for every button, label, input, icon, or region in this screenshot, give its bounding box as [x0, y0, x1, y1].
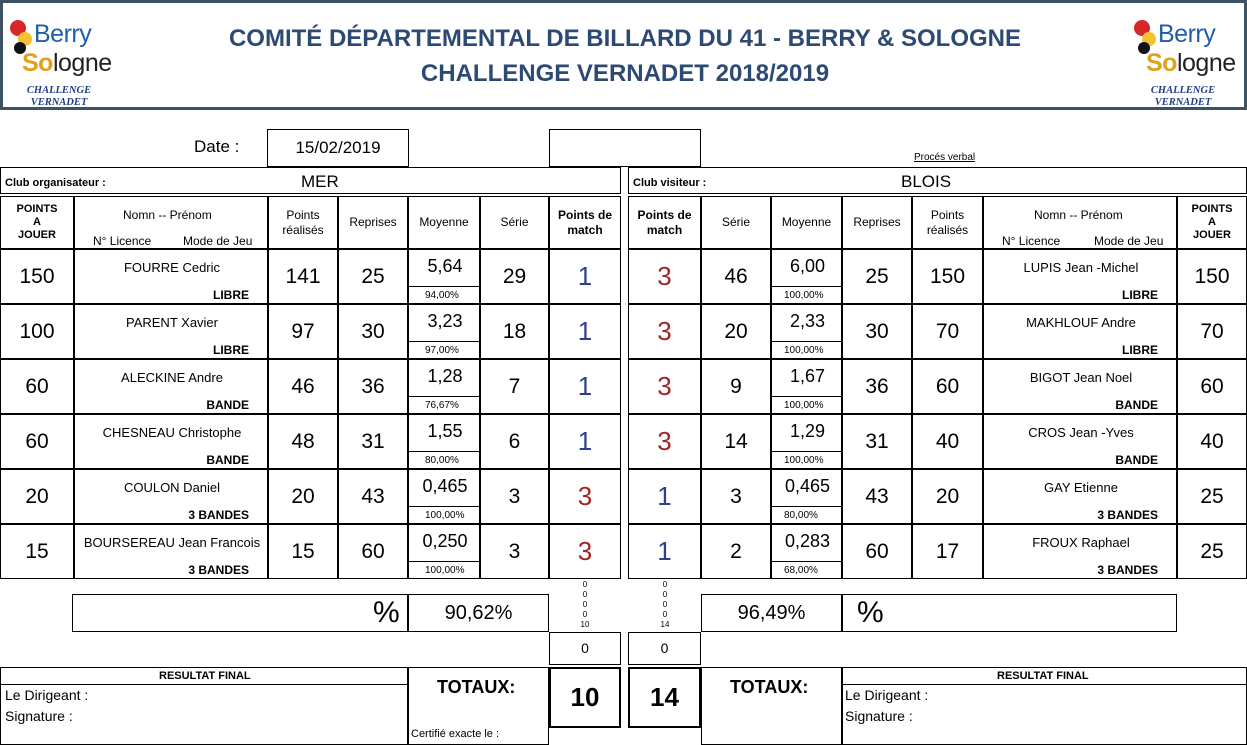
home-points-match: 1	[549, 359, 621, 414]
visitor-result-box	[842, 667, 1247, 745]
visitor-tiny-subtotal: 14	[660, 620, 670, 629]
home-player-cell	[74, 359, 268, 414]
home-player-cell	[74, 524, 268, 579]
visitor-play-mode: 3 BANDES	[1097, 563, 1158, 577]
home-points-a-jouer: 15	[0, 524, 74, 579]
visitor-moyenne-pct: 100,00%	[784, 345, 824, 356]
home-play-mode: 3 BANDES	[188, 563, 249, 577]
home-reprises: 60	[338, 524, 408, 579]
home-points-a-jouer: 60	[0, 414, 74, 469]
home-player-name: PARENT Xavier	[126, 315, 218, 330]
visitor-moyenne: 1,29	[789, 421, 826, 441]
visitor-points-realises: 60	[912, 359, 983, 414]
visitor-points-match: 3	[628, 414, 701, 469]
home-total-value: 10	[549, 667, 621, 728]
visitor-serie: 2	[701, 524, 771, 579]
visitor-points-a-jouer: 60	[1177, 359, 1247, 414]
visitor-player-cell	[983, 469, 1177, 524]
col-nom-prenom: Nomn -- Prénom N° Licence Mode de Jeu	[74, 196, 268, 249]
visitor-tiny-subtotal: 0	[662, 580, 668, 589]
home-play-mode: 3 BANDES	[188, 508, 249, 522]
home-moyenne-pct: 94,00%	[425, 290, 459, 301]
home-reprises: 31	[338, 414, 408, 469]
home-points-realises: 20	[268, 469, 338, 524]
home-player-name: CHESNEAU Christophe	[102, 425, 242, 440]
logo-sologne-text: Sologne	[1146, 49, 1236, 77]
visitor-moyenne: 6,00	[789, 256, 826, 276]
visitor-moyenne-pct: 100,00%	[784, 400, 824, 411]
visitor-average-pct: 96,49%	[701, 594, 842, 632]
col-points-match: Points de match	[549, 196, 621, 249]
date-field[interactable]: 15/02/2019	[267, 129, 409, 167]
home-player-name: COULON Daniel	[123, 480, 221, 495]
header-banner	[0, 0, 1247, 110]
visitor-play-mode: BANDE	[1115, 398, 1158, 412]
visitor-reprises: 30	[842, 304, 912, 359]
logo-left	[4, 6, 114, 106]
visitor-player-name: FROUX Raphael	[1032, 535, 1130, 550]
blank-box	[549, 129, 701, 167]
home-serie: 6	[480, 414, 549, 469]
visitor-resultat-final: RESULTAT FINAL	[997, 670, 1089, 682]
visitor-points-match: 3	[628, 359, 701, 414]
logo-sologne-text: Sologne	[22, 49, 112, 77]
home-serie: 18	[480, 304, 549, 359]
col-nom-prenom-visiteur: Nomn -- Prénom N° Licence Mode de Jeu	[983, 196, 1177, 249]
col-serie: Série	[480, 196, 549, 249]
home-result-box	[0, 667, 408, 745]
home-moyenne-pct: 100,00%	[425, 565, 465, 576]
visitor-points-realises: 20	[912, 469, 983, 524]
home-totaux-label: TOTAUX:	[437, 677, 516, 697]
home-points-realises: 15	[268, 524, 338, 579]
visitor-points-a-jouer: 70	[1177, 304, 1247, 359]
visitor-moyenne: 0,283	[784, 531, 831, 551]
logo-berry-text: Berry	[34, 20, 92, 48]
home-reprises: 25	[338, 249, 408, 304]
visitor-reprises: 25	[842, 249, 912, 304]
page-title-line1: COMITÉ DÉPARTEMENTAL DE BILLARD DU 41 - BERRY & SOLOGNE	[228, 25, 1022, 52]
visitor-summary-box	[842, 594, 1177, 632]
home-points-match: 1	[549, 304, 621, 359]
visitor-serie: 9	[701, 359, 771, 414]
logo-vernadet-text: VERNADET	[1154, 97, 1212, 108]
col-serie-visiteur: Série	[701, 196, 771, 249]
home-reprises: 30	[338, 304, 408, 359]
home-tiny-subtotal: 10	[580, 620, 590, 629]
visitor-moyenne-cell	[771, 304, 842, 359]
home-serie: 3	[480, 469, 549, 524]
visitor-player-cell	[983, 249, 1177, 304]
visitor-points-match: 3	[628, 249, 701, 304]
home-moyenne: 1,28	[427, 366, 463, 386]
home-dirigeant-label: Le Dirigeant :	[5, 687, 89, 703]
home-totaux-box	[408, 667, 549, 745]
visitor-serie: 3	[701, 469, 771, 524]
home-summary-box	[72, 594, 408, 632]
visitor-reprises: 31	[842, 414, 912, 469]
visitor-total-value: 14	[628, 667, 701, 728]
visitor-serie: 20	[701, 304, 771, 359]
club-organisateur-value[interactable]: MER	[301, 172, 339, 191]
visitor-points-match: 1	[628, 469, 701, 524]
logo-challenge-text: CHALLENGE	[1150, 85, 1216, 96]
home-tiny-subtotal: 0	[582, 590, 588, 599]
home-points-match: 1	[549, 414, 621, 469]
visitor-moyenne-pct: 100,00%	[784, 290, 824, 301]
logo-right	[1128, 6, 1238, 106]
home-tiny-subtotal: 0	[582, 580, 588, 589]
home-tiny-subtotal: 0	[582, 610, 588, 619]
col-reprises-visiteur: Reprises	[842, 196, 912, 249]
visitor-player-name: GAY Etienne	[1044, 480, 1118, 495]
home-moyenne-cell	[408, 359, 480, 414]
home-player-name: FOURRE Cedric	[123, 260, 221, 275]
home-moyenne-cell	[408, 524, 480, 579]
visitor-points-realises: 70	[912, 304, 983, 359]
visitor-moyenne-cell	[771, 469, 842, 524]
visitor-totaux-label: TOTAUX:	[730, 677, 809, 697]
logo-vernadet-text: VERNADET	[30, 97, 88, 108]
col-points-match-visiteur: Points de match	[628, 196, 701, 249]
visitor-moyenne-pct: 68,00%	[784, 565, 818, 576]
home-serie: 29	[480, 249, 549, 304]
home-points-a-jouer: 20	[0, 469, 74, 524]
home-points-realises: 141	[268, 249, 338, 304]
date-label: Date :	[194, 137, 240, 156]
home-zero-cell: 0	[549, 632, 621, 665]
visitor-percent-symbol: %	[857, 596, 884, 629]
visitor-player-cell	[983, 524, 1177, 579]
home-serie: 7	[480, 359, 549, 414]
club-visiteur-row	[628, 167, 1247, 194]
home-player-cell	[74, 469, 268, 524]
visitor-player-name: MAKHLOUF Andre	[1026, 315, 1136, 330]
visitor-player-cell	[983, 304, 1177, 359]
home-reprises: 43	[338, 469, 408, 524]
visitor-serie: 14	[701, 414, 771, 469]
home-tiny-subtotal: 0	[582, 600, 588, 609]
home-moyenne-pct: 100,00%	[425, 510, 465, 521]
home-moyenne-cell	[408, 249, 480, 304]
col-points-realises: Points réalisés	[268, 196, 338, 249]
visitor-reprises: 36	[842, 359, 912, 414]
visitor-player-name: LUPIS Jean -Michel	[1023, 260, 1139, 275]
visitor-points-a-jouer: 40	[1177, 414, 1247, 469]
home-percent-symbol: %	[373, 596, 400, 629]
home-player-name: BOURSEREAU Jean Francois	[83, 535, 261, 550]
logo-challenge-text: CHALLENGE	[26, 85, 92, 96]
home-signature-label: Signature :	[5, 708, 73, 724]
visitor-points-realises: 150	[912, 249, 983, 304]
home-play-mode: BANDE	[206, 453, 249, 467]
home-points-match: 3	[549, 524, 621, 579]
home-points-realises: 48	[268, 414, 338, 469]
home-play-mode: LIBRE	[213, 343, 249, 357]
visitor-moyenne-pct: 80,00%	[784, 510, 818, 521]
home-moyenne-cell	[408, 469, 480, 524]
visitor-moyenne-pct: 100,00%	[784, 455, 824, 466]
club-visiteur-label: Club visiteur :	[633, 177, 707, 189]
home-reprises: 36	[338, 359, 408, 414]
club-organisateur-label: Club organisateur :	[5, 177, 106, 189]
visitor-moyenne-cell	[771, 524, 842, 579]
home-points-a-jouer: 100	[0, 304, 74, 359]
visitor-tiny-subtotal: 0	[662, 590, 668, 599]
club-visiteur-value[interactable]: BLOIS	[901, 172, 952, 191]
home-points-a-jouer: 60	[0, 359, 74, 414]
visitor-tiny-subtotal: 0	[662, 610, 668, 619]
visitor-moyenne-cell	[771, 359, 842, 414]
visitor-play-mode: LIBRE	[1122, 288, 1158, 302]
visitor-moyenne-cell	[771, 249, 842, 304]
home-moyenne-cell	[408, 414, 480, 469]
certifie-label: Certifié exacte le :	[411, 728, 500, 740]
visitor-play-mode: BANDE	[1115, 453, 1158, 467]
visitor-player-name: CROS Jean -Yves	[1028, 425, 1134, 440]
home-moyenne-pct: 97,00%	[425, 345, 459, 356]
home-player-cell	[74, 414, 268, 469]
visitor-points-a-jouer: 25	[1177, 469, 1247, 524]
visitor-player-cell	[983, 414, 1177, 469]
home-moyenne-pct: 76,67%	[425, 400, 459, 411]
home-play-mode: LIBRE	[213, 288, 249, 302]
visitor-moyenne: 0,465	[784, 476, 831, 496]
visitor-serie: 46	[701, 249, 771, 304]
home-points-realises: 97	[268, 304, 338, 359]
visitor-points-a-jouer: 150	[1177, 249, 1247, 304]
home-moyenne: 0,250	[422, 531, 468, 551]
proces-verbal-link[interactable]: Procés verbal	[914, 152, 976, 163]
visitor-moyenne: 1,67	[789, 366, 826, 386]
visitor-points-a-jouer: 25	[1177, 524, 1247, 579]
col-points-a-jouer-visiteur: POINTS A JOUER	[1177, 196, 1247, 249]
visitor-signature-label: Signature :	[845, 708, 913, 724]
visitor-play-mode: 3 BANDES	[1097, 508, 1158, 522]
home-moyenne: 5,64	[427, 256, 463, 276]
home-moyenne-pct: 80,00%	[425, 455, 459, 466]
home-play-mode: BANDE	[206, 398, 249, 412]
visitor-tiny-subtotal: 0	[662, 600, 668, 609]
visitor-moyenne-cell	[771, 414, 842, 469]
home-player-cell	[74, 304, 268, 359]
page-title-line2: CHALLENGE VERNADET 2018/2019	[420, 60, 830, 87]
home-points-realises: 46	[268, 359, 338, 414]
col-points-a-jouer: POINTS A JOUER	[0, 196, 74, 249]
visitor-points-realises: 17	[912, 524, 983, 579]
home-points-a-jouer: 150	[0, 249, 74, 304]
visitor-play-mode: LIBRE	[1122, 343, 1158, 357]
home-points-match: 1	[549, 249, 621, 304]
col-moyenne-visiteur: Moyenne	[771, 196, 842, 249]
visitor-moyenne: 2,33	[789, 311, 826, 331]
visitor-player-name: BIGOT Jean Noel	[1029, 370, 1133, 385]
col-points-realises-visiteur: Points réalisés	[912, 196, 983, 249]
visitor-points-match: 3	[628, 304, 701, 359]
col-moyenne: Moyenne	[408, 196, 480, 249]
visitor-points-realises: 40	[912, 414, 983, 469]
home-player-cell	[74, 249, 268, 304]
club-organisateur-row	[0, 167, 621, 194]
visitor-reprises: 60	[842, 524, 912, 579]
visitor-player-cell	[983, 359, 1177, 414]
visitor-points-match: 1	[628, 524, 701, 579]
home-resultat-final: RESULTAT FINAL	[159, 670, 251, 682]
home-average-pct: 90,62%	[408, 594, 549, 632]
visitor-reprises: 43	[842, 469, 912, 524]
col-reprises: Reprises	[338, 196, 408, 249]
logo-berry-text: Berry	[1158, 20, 1216, 48]
home-points-match: 3	[549, 469, 621, 524]
home-moyenne: 3,23	[427, 311, 463, 331]
home-moyenne: 0,465	[422, 476, 468, 496]
home-player-name: ALECKINE Andre	[121, 370, 223, 385]
home-moyenne-cell	[408, 304, 480, 359]
home-moyenne: 1,55	[427, 421, 463, 441]
visitor-dirigeant-label: Le Dirigeant :	[845, 687, 929, 703]
home-serie: 3	[480, 524, 549, 579]
visitor-zero-cell: 0	[628, 632, 701, 665]
visitor-totaux-box	[701, 667, 842, 745]
